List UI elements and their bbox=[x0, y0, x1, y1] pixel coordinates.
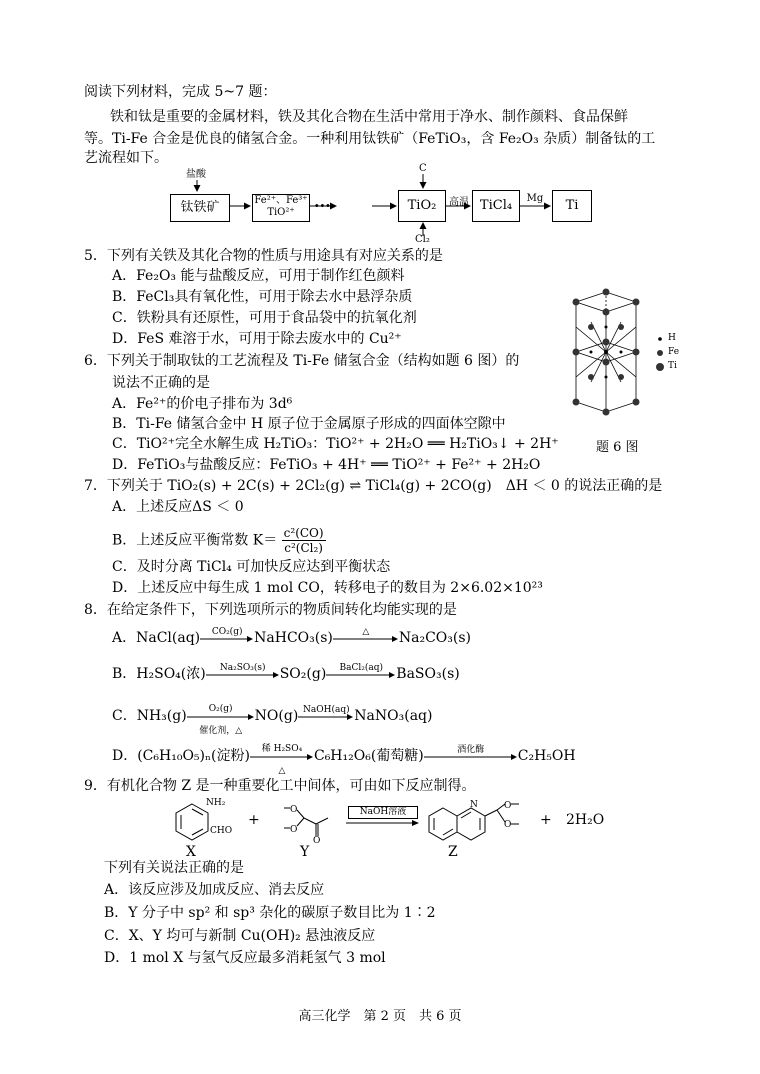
reaction-arrow bbox=[346, 818, 420, 828]
q8-d-arrow-1 bbox=[250, 744, 314, 776]
box-ions bbox=[252, 194, 310, 222]
q6-option-d: D．FeTiO₃与盐酸反应：FeTiO₃ + 4H⁺ ══ TiO²⁺ + Fe²⁺ + 2H₂O bbox=[112, 457, 541, 473]
label-compound-x: X bbox=[186, 844, 196, 860]
q8-d-reactant: D．(C₆H₁₀O₅)ₙ(淀粉) bbox=[112, 748, 250, 764]
box-ions-line1: Fe²⁺、Fe³⁺ bbox=[254, 195, 308, 206]
q8-stem: 8．在给定条件下，下列选项所示的物质间转化均能实现的是 bbox=[84, 602, 457, 618]
box-ti: Ti bbox=[552, 190, 592, 222]
reagent-chlorine: Cl₂ bbox=[415, 234, 430, 245]
svg-text:O: O bbox=[504, 820, 512, 830]
box-tio2: TiO₂ bbox=[398, 190, 446, 222]
q8-c-arrow-2-condition: NaOH(aq) bbox=[302, 705, 350, 715]
q8-d-arrow-1-condition-bottom: △ bbox=[278, 766, 286, 776]
q8-b-arrow-1 bbox=[206, 663, 280, 681]
q9-option-b: B．Y 分子中 sp² 和 sp³ 杂化的碳原子数目比为 1∶2 bbox=[104, 905, 436, 921]
q8-a-arrow-2-condition: △ bbox=[362, 627, 370, 637]
intro-paragraph-2: 等。Ti-Fe 合金是优良的储氢合金。一种利用钛铁矿（FeTiO₃，含 Fe₂O₃ 杂质）制备钛的工 bbox=[84, 131, 656, 147]
q5-option-a: A．Fe₂O₃ 能与盐酸反应，可用于制作红色颜料 bbox=[112, 268, 405, 284]
q8-option-c bbox=[112, 704, 433, 736]
q7-option-b bbox=[112, 526, 326, 555]
condition-naoh-solution: NaOH溶液 bbox=[348, 806, 418, 819]
q5-option-b: B．FeCl₃具有氧化性，可用于除去水中悬浮杂质 bbox=[112, 289, 413, 305]
intro-paragraph-1: 铁和钛是重要的金属材料，铁及其化合物在生活中常用于净水、制作颜料、食品保鲜 bbox=[110, 109, 628, 125]
label-compound-z: Z bbox=[448, 844, 458, 860]
legend-iron: Fe bbox=[668, 347, 680, 357]
intro-heading: 阅读下列材料，完成 5~7 题： bbox=[84, 84, 277, 100]
q8-d-arrow-1-condition-top: 稀 H₂SO₄ bbox=[261, 744, 303, 754]
q8-d-intermediate: C₆H₁₂O₆(葡萄糖) bbox=[313, 748, 424, 764]
q9-option-c: C．X、Y 均可与新制 Cu(OH)₂ 悬浊液反应 bbox=[104, 928, 376, 944]
q8-a-product: Na₂CO₃(s) bbox=[398, 630, 471, 646]
intro-paragraph-3: 艺流程如下。 bbox=[84, 150, 168, 166]
reagent-carbon: C bbox=[419, 163, 427, 174]
q8-option-d bbox=[112, 744, 576, 776]
q9-sub-stem: 下列有关说法正确的是 bbox=[104, 860, 244, 876]
q9-stem: 9．有机化合物 Z 是一种重要化工中间体，可由如下反应制得。 bbox=[84, 778, 476, 794]
svg-text:O: O bbox=[313, 836, 321, 844]
crystal-lattice-drawing bbox=[556, 282, 656, 432]
q8-a-reactant: A．NaCl(aq) bbox=[112, 630, 201, 646]
equilibrium-constant-fraction bbox=[282, 526, 326, 555]
q8-d-product: C₂H₅OH bbox=[517, 748, 576, 764]
q5-option-c: C．铁粉具有还原性，可用于食品袋中的抗氧化剂 bbox=[112, 310, 417, 326]
svg-text:O: O bbox=[504, 801, 512, 811]
q9-option-d: D．1 mol X 与氢气反应最多消耗氢气 3 mol bbox=[104, 950, 386, 966]
figure-6-caption: 题 6 图 bbox=[596, 440, 639, 455]
structure-y-acetal-ketone bbox=[280, 800, 340, 844]
q8-c-arrow-1-condition-top: O₂(g) bbox=[208, 704, 233, 714]
q8-b-arrow-2 bbox=[326, 663, 396, 681]
label-compound-y: Y bbox=[300, 844, 310, 860]
structure-x-aldehyde-group: CHO bbox=[210, 826, 233, 836]
q7-option-c: C．及时分离 TiCl₄ 可加快反应达到平衡状态 bbox=[112, 559, 391, 575]
q8-a-arrow-1 bbox=[200, 627, 254, 645]
legend-hydrogen: H bbox=[668, 333, 676, 343]
box-ilmenite: 钛铁矿 bbox=[170, 194, 230, 222]
condition-magnesium: Mg bbox=[526, 193, 544, 204]
q5-stem: 5．下列有关铁及其化合物的性质与用途具有对应关系的是 bbox=[84, 248, 443, 264]
plus-sign-1: + bbox=[248, 812, 260, 828]
q8-c-reactant: C．NH₃(g) bbox=[112, 708, 187, 724]
q8-a-arrow-1-condition: CO₂(g) bbox=[211, 627, 243, 637]
q8-b-arrow-2-condition: BaCl₂(aq) bbox=[339, 663, 384, 673]
page-footer: 高三化学 第 2 页 共 6 页 bbox=[298, 1009, 462, 1024]
crystal-legend-markers bbox=[656, 334, 666, 374]
reagent-hydrochloric-acid: 盐酸 bbox=[186, 169, 206, 180]
q8-d-arrow-2 bbox=[424, 745, 518, 763]
q8-d-arrow-2-condition: 酒化酶 bbox=[457, 745, 485, 755]
q8-b-reactant: B．H₂SO₄(浓) bbox=[112, 666, 206, 682]
q8-a-intermediate: NaHCO₃(s) bbox=[254, 630, 333, 646]
q8-c-arrow-1-condition-bottom: 催化剂，△ bbox=[199, 726, 243, 736]
fraction-denominator: c²(Cl₂) bbox=[284, 541, 323, 555]
q6-option-c: C．TiO²⁺完全水解生成 H₂TiO₃：TiO²⁺ + 2H₂O ══ H₂TiO₃↓ + 2H⁺ bbox=[112, 436, 559, 452]
q8-b-arrow-1-condition: Na₂SO₃(s) bbox=[219, 663, 266, 673]
structure-x-amino-group: NH₂ bbox=[206, 798, 226, 808]
q7-option-a: A．上述反应ΔS ＜ 0 bbox=[112, 499, 244, 515]
q7-option-d: D．上述反应中每生成 1 mol CO，转移电子的数目为 2×6.02×10²³ bbox=[112, 580, 543, 596]
plus-sign-2: + bbox=[540, 812, 552, 828]
q8-option-b bbox=[112, 664, 460, 684]
svg-text:O: O bbox=[290, 805, 298, 815]
fraction-numerator: c²(CO) bbox=[283, 526, 324, 540]
q6-option-a: A．Fe²⁺的价电子排布为 3d⁶ bbox=[112, 396, 293, 412]
product-water: 2H₂O bbox=[566, 812, 605, 828]
q8-c-arrow-2 bbox=[298, 705, 354, 723]
q8-c-product: NaNO₃(aq) bbox=[354, 708, 433, 724]
q6-option-b: B．Ti-Fe 储氢合金中 H 原子位于金属原子形成的四面体空隙中 bbox=[112, 416, 506, 432]
q8-c-arrow-1 bbox=[187, 704, 255, 736]
q8-c-intermediate: NO(g) bbox=[254, 708, 299, 724]
q6-stem-line2: 说法不正确的是 bbox=[112, 375, 210, 391]
svg-text:O: O bbox=[290, 825, 298, 835]
box-ticl4: TiCl₄ bbox=[472, 190, 520, 222]
legend-titanium: Ti bbox=[668, 361, 677, 371]
q8-a-arrow-2 bbox=[333, 627, 399, 645]
q8-option-a bbox=[112, 628, 471, 648]
box-ions-line2: TiO²⁺ bbox=[267, 207, 295, 218]
condition-high-temperature: 高温 bbox=[449, 197, 469, 208]
q8-b-intermediate: SO₂(g) bbox=[279, 666, 327, 682]
q5-option-d: D．FeS 难溶于水，可用于除去废水中的 Cu²⁺ bbox=[112, 331, 402, 347]
q6-stem-line1: 6．下列关于制取钛的工艺流程及 Ti-Fe 储氢合金（结构如题 6 图）的 bbox=[84, 353, 520, 369]
q7-option-b-prefix: B．上述反应平衡常数 K＝ bbox=[112, 532, 278, 549]
flow-ellipsis: ··· bbox=[314, 196, 331, 215]
structure-z-nitrogen: N bbox=[470, 800, 478, 810]
q7-stem: 7．下列关于 TiO₂(s) + 2C(s) + 2Cl₂(g) ⇌ TiCl₄(g) + 2CO(g) ΔH ＜ 0 的说法正确的是 bbox=[84, 478, 663, 494]
q8-b-product: BaSO₃(s) bbox=[396, 666, 460, 682]
q9-option-a: A．该反应涉及加成反应、消去反应 bbox=[104, 882, 325, 898]
